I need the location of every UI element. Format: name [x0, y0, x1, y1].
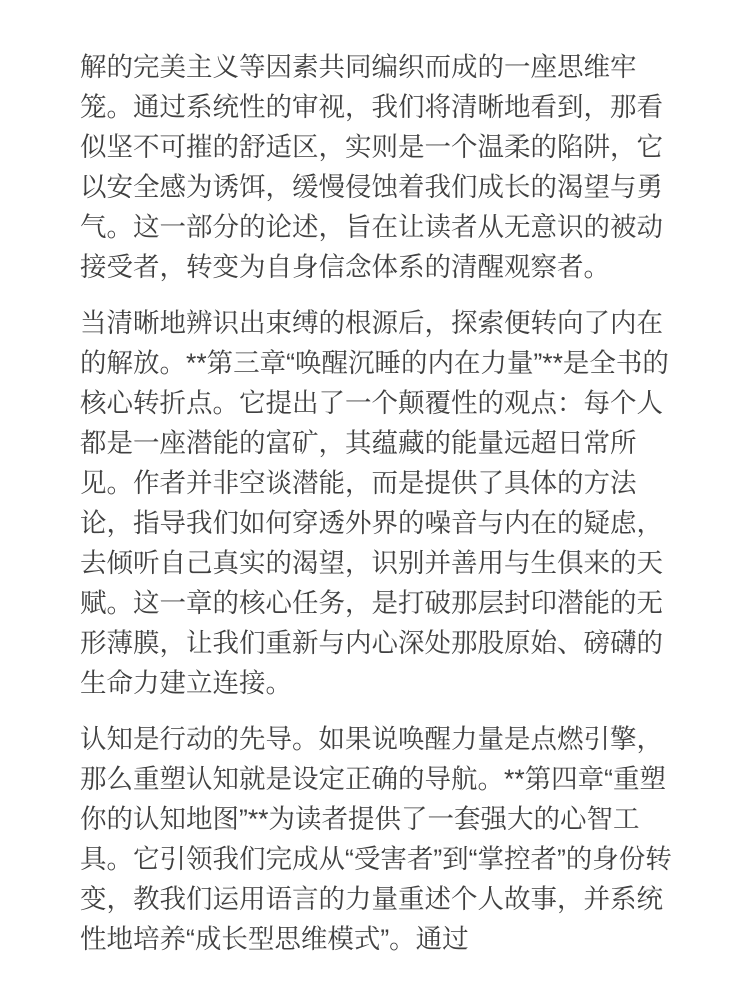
- paragraph-3: 认知是行动的先导。如果说唤醒力量是点燃引擎，那么重塑认知就是设定正确的导航。**第四章“重塑你的认知地图”**为读者提供了一套强大的心智工具。它引领我们完成从“受害者”到“掌控者”的身份转变，教我们运用语言的力量重述个人故事，并系统性地培养“成长型思维模式”。通过: [80, 724, 672, 954]
- paragraph-1: 解的完美主义等因素共同编织而成的一座思维牢笼。通过系统性的审视，我们将清晰地看到，那看似坚不可摧的舒适区，实则是一个温柔的陷阱，它以安全感为诱饵，缓慢侵蚀着我们成长的渴望与勇气。这一部分的论述，旨在让读者从无意识的被动接受者，转变为自身信念体系的清醒观察者。: [80, 52, 663, 282]
- paragraph-2: 当清晰地辨识出束缚的根源后，探索便转向了内在的解放。**第三章“唤醒沉睡的内在力量”**是全书的核心转折点。它提出了一个颠覆性的观点：每个人都是一座潜能的富矿，其蕴藏的能量远超日常所见。作者并非空谈潜能，而是提供了具体的方法论，指导我们如何穿透外界的噪音与内在的疑虑，去倾听自己真实的渴望，识别并善用与生俱来的天赋。这一章的核心任务，是打破那层封印潜能的无形薄膜，让我们重新与内心深处那股原始、磅礴的生命力建立连接。: [80, 308, 669, 698]
